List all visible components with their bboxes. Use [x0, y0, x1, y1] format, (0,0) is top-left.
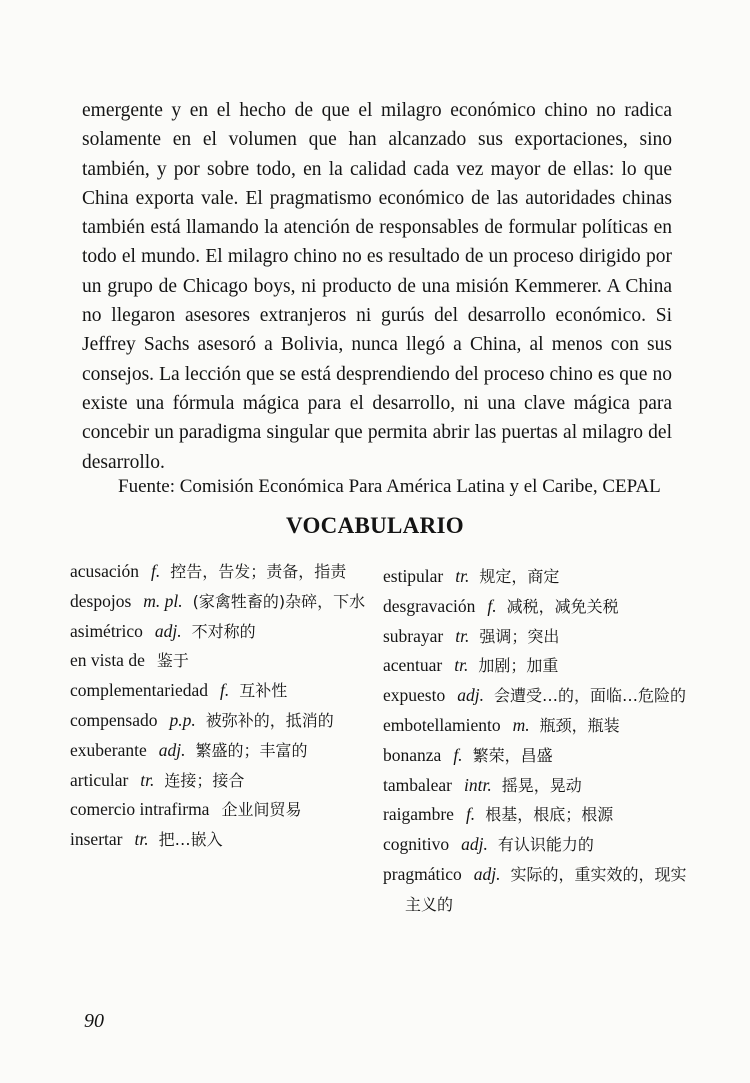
vocab-pos: m.: [512, 714, 530, 735]
vocab-term: despojos: [70, 590, 132, 611]
vocab-term: cognitivo: [383, 834, 450, 855]
vocab-entry: [70, 825, 400, 855]
vocab-pos: f.: [220, 680, 230, 701]
vocab-entry: [383, 860, 695, 920]
vocab-entry: [70, 557, 374, 587]
vocab-term: complementariedad: [70, 680, 208, 701]
vocab-term: raigambre: [383, 804, 454, 825]
vocab-definition: 根基，根底；根源: [485, 805, 614, 825]
vocab-term: insertar: [70, 829, 123, 850]
vocab-term: exuberante: [70, 739, 147, 760]
vocab-pos: adj.: [154, 620, 182, 641]
vocab-pos: tr.: [455, 625, 470, 646]
vocab-pos: adj.: [457, 685, 484, 706]
vocab-entry: [383, 741, 713, 771]
vocab-entry: [383, 800, 713, 830]
vocab-entry: [383, 651, 713, 681]
vocab-definition: 不对称的: [191, 621, 256, 641]
vocab-entry: [383, 592, 713, 622]
vocab-entry: [383, 622, 713, 652]
vocab-term: pragmático: [383, 863, 462, 884]
vocab-term: expuesto: [383, 685, 446, 706]
vocab-pos: m. pl.: [143, 590, 183, 611]
vocab-definition: 被弥补的，抵消的: [205, 710, 334, 730]
vocab-definition: 减税，减免关税: [506, 596, 619, 616]
vocab-definition: 鉴于: [156, 651, 189, 671]
vocab-pos: tr.: [140, 769, 155, 790]
vocab-term: tambalear: [383, 774, 452, 795]
vocab-entry: [383, 711, 713, 741]
vocab-definition: 加剧；加重: [478, 656, 559, 676]
vocab-definition: 繁盛的；丰富的: [195, 740, 308, 760]
vocab-entry: [70, 676, 400, 706]
vocab-pos: tr.: [454, 655, 469, 676]
vocab-entry: [70, 646, 400, 676]
vocab-term: embotellamiento: [383, 714, 501, 735]
source-citation: Fuente: Comisión Económica Para América Latina y el Caribe, CEPAL: [118, 476, 661, 497]
vocab-entry: [70, 736, 400, 766]
vocab-term: comercio intrafirma: [70, 799, 210, 820]
vocab-pos: p.p.: [169, 709, 196, 730]
vocab-pos: f.: [453, 744, 463, 765]
vocab-definition: 互补性: [239, 681, 288, 701]
vocab-definition: 摇晃，晃动: [501, 775, 582, 795]
vocab-definition: 实际的，重实效的，现实主义的: [405, 864, 687, 914]
vocab-term: acentuar: [383, 655, 443, 676]
vocab-entry: [70, 617, 400, 647]
vocab-pos: f.: [465, 804, 476, 825]
vocab-definition: 会遭受…的，面临…危险的: [493, 686, 686, 706]
vocab-pos: f.: [151, 561, 161, 581]
vocab-entry: [70, 587, 374, 617]
vocab-pos: tr.: [134, 829, 149, 850]
vocab-entry: [383, 771, 713, 801]
vocab-pos: adj.: [461, 834, 488, 855]
vocab-definition: 控告，告发；责备，指责: [170, 562, 347, 581]
page-number: 90: [84, 1010, 104, 1032]
vocab-pos: adj.: [158, 739, 186, 760]
vocab-column-left: [70, 557, 400, 855]
vocab-column-right: [383, 562, 713, 920]
vocab-definition: 规定，商定: [479, 567, 560, 586]
vocab-entry: [70, 766, 400, 796]
vocab-term: articular: [70, 769, 129, 790]
vocab-definition: 有认识能力的: [497, 835, 594, 855]
vocab-entry: [70, 706, 377, 736]
vocab-term: compensado: [70, 709, 158, 730]
vocab-term: estipular: [383, 566, 444, 586]
vocab-definition: 连接；接合: [164, 770, 245, 790]
vocab-term: acusación: [70, 561, 139, 581]
vocab-entry: [383, 562, 713, 592]
vocabulary-heading: VOCABULARIO: [286, 513, 464, 538]
vocab-term: en vista de: [70, 650, 145, 671]
vocab-definition: 瓶颈，瓶装: [539, 715, 620, 735]
vocab-entry: [383, 681, 690, 711]
vocab-definition: (家禽牲畜的)杂碎，下水: [192, 591, 366, 611]
vocab-entry: [70, 795, 400, 825]
vocab-definition: 企业间贸易: [221, 800, 302, 820]
vocab-pos: intr.: [463, 774, 492, 795]
vocab-definition: 繁荣，昌盛: [472, 745, 553, 765]
body-paragraph: emergente y en el hecho de que el milagro económico chino no radica solamente en el volumen que han alcanzado sus exportaciones, sino también, y por sobre todo, en la calidad cada vez mayor de ellas: lo que China exporta vale. El pragmatismo económico de las autoridades chinas también está llamando la atención de responsables de formular políticas en todo el mundo. El milagro chino no es resultado de un proceso dirigido por un grupo de Chicago boys, ni producto de una misión Kemmerer. A China no llegaron asesores extranjeros ni gurús del desarrollo económico. Si Jeffrey Sachs asesoró a Bolivia, nunca llegó a China, al menos con sus consejos. La lección que se está desprendiendo del proceso chino es que no existe una fórmula mágica para el desarrollo, ni una clave mágica para concebir un paradigma singular que permita abrir las puertas al milagro del desarrollo.: [82, 100, 672, 473]
vocab-entry: [383, 830, 713, 860]
vocab-pos: adj.: [473, 863, 501, 884]
vocab-term: bonanza: [383, 744, 442, 765]
vocab-term: asimétrico: [70, 620, 143, 641]
vocab-definition: 把…嵌入: [158, 830, 223, 850]
vocab-definition: 强调；突出: [479, 626, 560, 646]
vocab-term: subrayar: [383, 625, 444, 646]
vocab-pos: f.: [487, 595, 497, 616]
vocab-pos: tr.: [455, 566, 470, 586]
vocab-term: desgravación: [383, 595, 476, 616]
